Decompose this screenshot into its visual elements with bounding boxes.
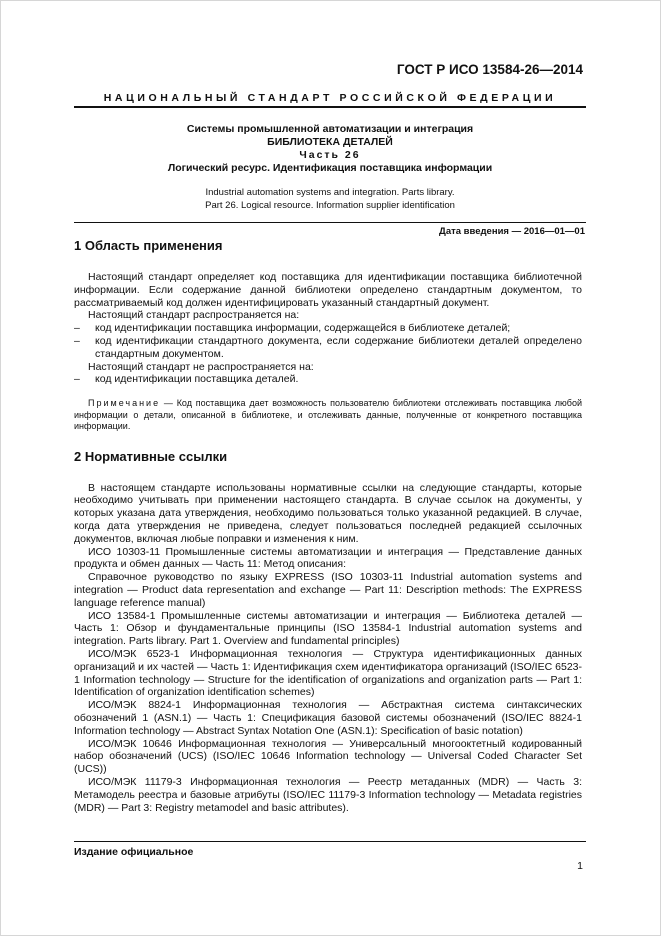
- section-1-heading: 1 Область применения: [74, 238, 223, 253]
- title-line-1: Системы промышленной автоматизации и интеграция: [186, 123, 474, 135]
- reference-entry: ИСО 10303-11 Промышленные системы автоматизации и интеграция — Представление данных продукта и обмен данных — Часть 11: Метод описания:: [74, 545, 582, 571]
- reference-entry: Справочное руководство по языку EXPRESS (ISO 10303-11 Industrial automation systems and integration — Product data representation and exchange — Part 11: Description methods: The EXPRESS language reference manual): [74, 571, 582, 609]
- section-2-heading: 2 Нормативные ссылки: [74, 448, 228, 464]
- list-dash: –: [74, 322, 80, 335]
- reference-entry: ИСО 13584-1 Промышленные системы автоматизации и интеграция — Библиотека деталей — Часть 1: Обзор и фундаментальные принципы (ISO 13584-1 Industrial automation systems and integration. Parts library. Part 1. Overview and fundamental principles): [74, 609, 582, 648]
- title-line-2: БИБЛИОТЕКА ДЕТАЛЕЙ: [267, 136, 393, 148]
- reference-entry: ИСО/МЭК 11179-3 Информационная технология — Реестр метаданных (MDR) — Часть 3: Метамодель реестра и базовые атрибуты (ISO/IEC 11179-3 Information technology — Metadata registries (MDR) — Part 3: Registry metamodel and basic attributes).: [74, 776, 582, 814]
- reference-entry: ИСО/МЭК 6523-1 Информационная технология — Структура идентификационных данных организаций и их частей — Часть 1: Идентификация схем идентификатора организаций (ISO/IEC 6523-1 Information technology — Structure for the identification of organizations and organization parts — Part 1: Identification of organization identification schemes): [74, 648, 582, 699]
- list-item: [74, 335, 582, 361]
- official-edition-label: Издание официальное: [74, 846, 194, 858]
- document-code: ГОСТ Р ИСО 13584-26—2014: [396, 62, 583, 77]
- list-dash: –: [74, 373, 80, 386]
- reference-entry: ИСО/МЭК 8824-1 Информационная технология — Абстрактная система синтаксических обозначений 1 (ASN.1) — Часть 1: Спецификация базовой системы обозначений (ISO/IEC 8824-1 Information technology — Abstract Syntax Notation One (ASN.1): Specification of basic notation): [74, 699, 582, 737]
- list-item: [74, 322, 582, 335]
- footer-rule: [74, 841, 586, 842]
- section-1-paragraph: Настоящий стандарт определяет код поставщика для идентификации поставщика библиотечной информации. Если содержание данной библиотеки определено стандартным документом, то рассматриваемый код должен идентифицировать указанный стандартный документ.: [74, 271, 582, 309]
- title-line-4: Логический ресурс. Идентификация поставщика информации: [167, 162, 493, 174]
- list-dash: –: [74, 334, 80, 347]
- english-title: [74, 187, 586, 212]
- document-title: [74, 123, 586, 175]
- section-1-paragraph: Настоящий стандарт распространяется на:: [88, 309, 300, 322]
- main-content: [74, 234, 582, 814]
- list-item: [74, 373, 582, 386]
- page-number: 1: [577, 860, 583, 872]
- english-title-line-2: Part 26. Logical resource. Information supplier identification: [205, 199, 455, 211]
- section-2-paragraph: В настоящем стандарте использованы нормативные ссылки на следующие стандарты, которые необходимо учитывать при применении настоящего стандарта. В случае ссылок на документы, у которых указана дата утверждения, необходимо пользоваться только указанной редакцией. В случае, когда дата утверждения не приведена, следует пользоваться последней редакцией ссылочных документов, включая любые поправки и изменения к ним.: [74, 481, 582, 545]
- english-title-line-1: Industrial automation systems and integration. Parts library.: [205, 187, 455, 198]
- national-standard-banner: НАЦИОНАЛЬНЫЙ СТАНДАРТ РОССИЙСКОЙ ФЕДЕРАЦИИ: [103, 92, 557, 104]
- title-part: Часть 26: [299, 149, 361, 161]
- note: [74, 398, 582, 433]
- list-item-text: код идентификации поставщика деталей.: [95, 373, 299, 386]
- title-rule: [74, 222, 586, 223]
- section-1-paragraph: Настоящий стандарт не распространяется на:: [88, 360, 314, 373]
- note-text: — Код поставщика дает возможность пользователю библиотеки отслеживать поставщика любой информации о детали, описанной в библиотеке, и отслеживать данные, полученные от конкретного поставщика информации.: [74, 398, 582, 432]
- introduction-date: Дата введения — 2016—01—01: [439, 226, 585, 237]
- list-item-text: код идентификации поставщика информации, содержащейся в библиотеке деталей;: [95, 322, 511, 335]
- list-item-text: код идентификации стандартного документа, если содержание библиотеки деталей определено стандартным документом.: [95, 334, 582, 360]
- note-label: Примечание: [88, 398, 161, 409]
- reference-entry: ИСО/МЭК 10646 Информационная технология — Универсальный многооктетный кодированный набор обозначений (UCS) (ISO/IEC 10646 Information technology — Universal Coded Character Set (UCS)): [74, 737, 582, 776]
- header-rule: [74, 106, 586, 108]
